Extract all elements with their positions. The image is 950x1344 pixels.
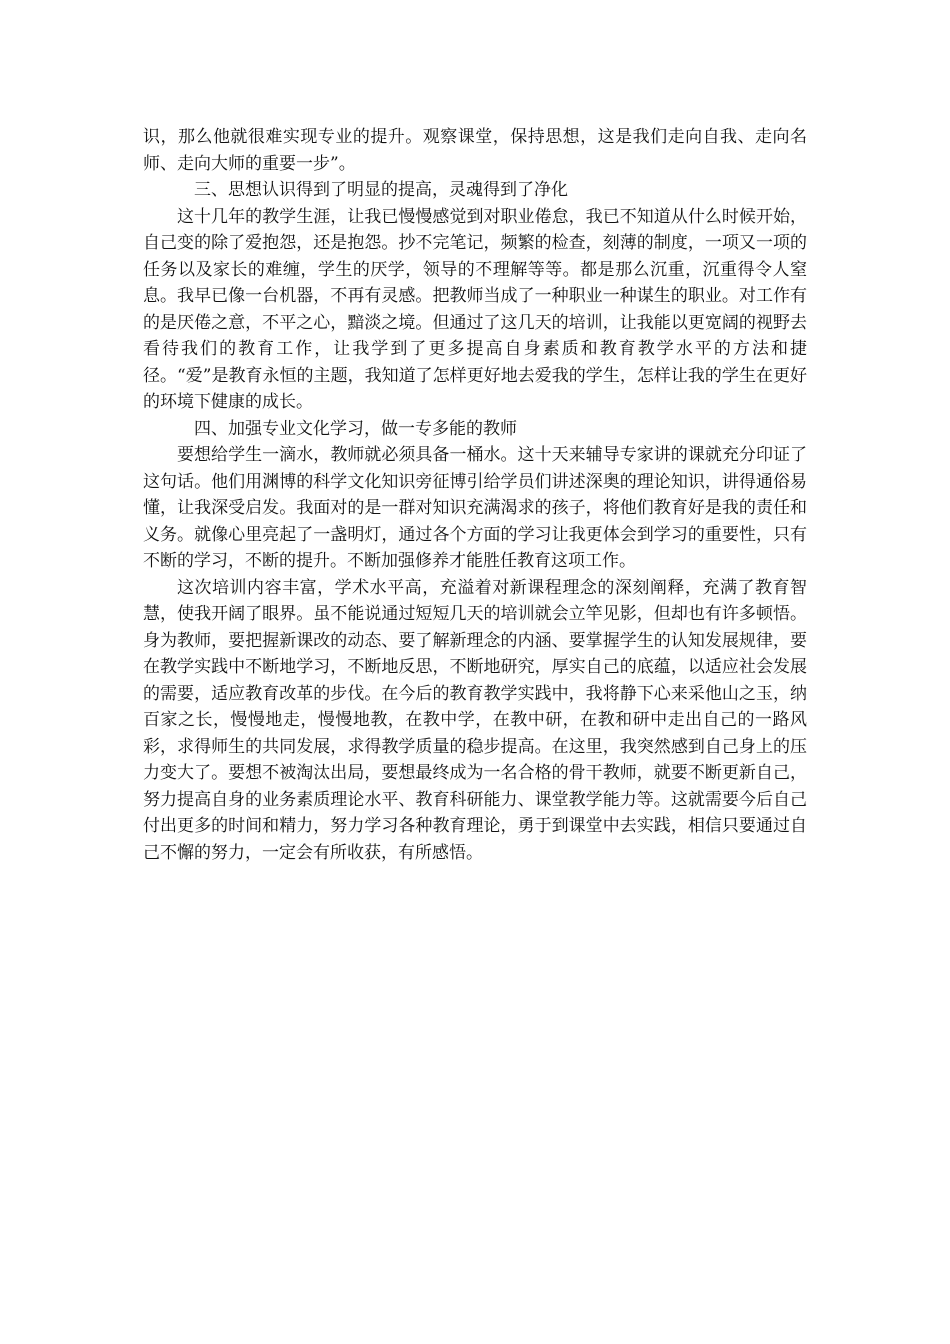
paragraph-career-reflection: 这十几年的教学生涯，让我已慢慢感觉到对职业倦怠，我已不知道从什么时候开始，自己变的除了爱抱怨，还是抱怨。抄不完笔记，频繁的检查，刻薄的制度，一项又一项的任务以及家长的难缠，学生的厌学，领导的不理解等等。都是那么沉重，沉重得令人窒息。我早已像一台机器，不再有灵感。把教师当成了一种职业一种谋生的职业。对工作有的是厌倦之意，不平之心，黯淡之境。但通过了这几天的培训，让我能以更宽阔的视野去看待我们的教育工作，让我学到了更多提高自身素质和教育教学水平的方法和捷径。“爱”是教育永恒的主题，我知道了怎样更好地去爱我的学生，怎样让我的学生在更好的环境下健康的成长。 (143, 206, 807, 412)
paragraph-professional-learning: 要想给学生一滴水，教师就必须具备一桶水。这十天来辅导专家讲的课就充分印证了这句话。他们用渊博的科学文化知识旁征博引给学员们讲述深奥的理论知识，讲得通俗易懂，让我深受启发。我面对的是一群对知识充满渴求的孩子，将他们教育好是我的责任和义务。就像心里亮起了一盏明灯，通过各个方面的学习让我更体会到学习的重要性，只有不断的学习，不断的提升。不断加强修养才能胜任教育这项工作。 (143, 445, 807, 571)
document-body (143, 124, 807, 866)
paragraph-continuation: 识，那么他就很难实现专业的提升。观察课堂，保持思想，这是我们走向自我、走向名师、走向大师的重要一步”。 (143, 127, 807, 174)
paragraph-training-summary: 这次培训内容丰富，学术水平高，充溢着对新课程理念的深刻阐释，充满了教育智慧，使我开阔了眼界。虽不能说通过短短几天的培训就会立竿见影，但却也有许多顿悟。身为教师，要把握新课改的动态、要了解新理念的内涵、要掌握学生的认知发展规律，要在教学实践中不断地学习，不断地反思，不断地研究，厚实自己的底蕴，以适应社会发展的需要，适应教育改革的步伐。在今后的教育教学实践中，我将静下心来采他山之玉，纳百家之长，慢慢地走，慢慢地教，在教中学，在教中研，在教和研中走出自己的一路风彩，求得师生的共同发展，求得教学质量的稳步提高。在这里，我突然感到自己身上的压力变大了。要想不被淘汰出局，要想最终成为一名合格的骨干教师，就要不断更新自己，努力提高自身的业务素质理论水平、教育科研能力、课堂教学能力等。这就需要今后自己付出更多的时间和精力，努力学习各种教育理论，勇于到课堂中去实践，相信只要通过自己不懈的努力，一定会有所收获，有所感悟。 (143, 577, 807, 863)
section-heading-four: 四、加强专业文化学习，做一专多能的教师 (194, 418, 517, 439)
section-heading-three: 三、思想认识得到了明显的提高，灵魂得到了净化 (194, 180, 568, 200)
